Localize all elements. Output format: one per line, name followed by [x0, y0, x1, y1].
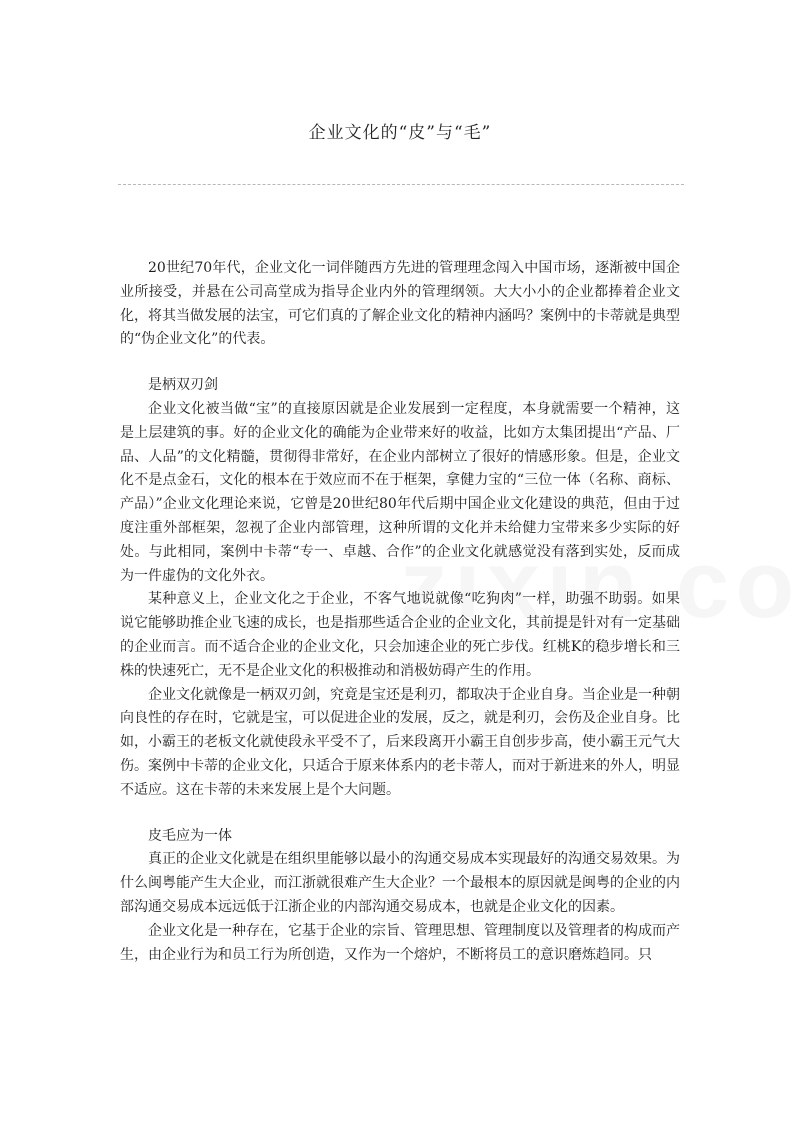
article-body [120, 257, 680, 967]
section-heading-1: 是柄双刃剑 [148, 377, 218, 394]
title-divider [118, 184, 684, 185]
section2-paragraph-1: 真正的企业文化就是在组织里能够以最小的沟通交易成本实现最好的沟通交易效果。为什么闽粤能产生大企业，而江浙就很难产生大企业？一个最根本的原因就是闽粤的企业的内部沟通交易成本远远低于江浙企业的内部沟通交易成本，也就是企业文化的因素。 [120, 851, 680, 915]
section2-paragraph-2: 企业文化是一种存在，它基于企业的宗旨、管理思想、管理制度以及管理者的构成而产生，由企业行为和员工行为所创造，又作为一个熔炉，不断将员工的意识磨炼趋同。只 [120, 922, 680, 963]
section1-paragraph-1: 企业文化被当做“宝”的直接原因就是企业发展到一定程度，本身就需要一个精神，这是上层建筑的事。好的企业文化的确能为企业带来好的收益，比如方太集团提出“产品、厂品、人品”的文化精髓，贯彻得非常好，在企业内部树立了很好的情感形象。但是，企业文化不是点金石，文化的根本在于效应而不在于框架，拿健力宝的“三位一体（名称、商标、产品）”企业文化理论来说，它曾是20世纪80年代后期中国企业文化建设的典范，但由于过度注重外部框架，忽视了企业内部管理，这种所谓的文化并未给健力宝带来多少实际的好处。与此相同，案例中卡蒂“专一、卓越、合作”的企业文化就感觉没有落到实处，反而成为一件虚伪的文化外衣。 [120, 400, 680, 584]
intro-paragraph: 20世纪70年代，企业文化一词伴随西方先进的管理理念闯入中国市场，逐渐被中国企业所接受，并悬在公司高堂成为指导企业内外的管理纲领。大大小小的企业都捧着企业文化，将其当做发展的法宝，可它们真的了解企业文化的精神内涵吗？案例中的卡蒂就是典型的“伪企业文化”的代表。 [120, 260, 680, 348]
section-heading-2: 皮毛应为一体 [148, 827, 232, 844]
page-title: 企业文化的“皮”与“毛” [308, 123, 492, 143]
section1-paragraph-3: 企业文化就像是一柄双刃剑，究竟是宝还是利刃，都取决于企业自身。当企业是一种朝向良性的存在时，它就是宝，可以促进企业的发展，反之，就是利刃，会伤及企业自身。比如，小霸王的老板文化就使段永平受不了，后来段离开小霸王自创步步高，使小霸王元气大伤。案例中卡蒂的企业文化，只适合于原来体系内的老卡蒂人，而对于新进来的外人，明显不适应。这在卡蒂的未来发展上是个大问题。 [120, 686, 680, 798]
section1-paragraph-2: 某种意义上，企业文化之于企业，不客气地说就像“吃狗肉”一样，助强不助弱。如果说它能够助推企业飞速的成长，也是指那些适合企业的企业文化，其前提是针对有一定基础的企业而言。而不适合企业的企业文化，只会加速企业的死亡步伐。红桃K的稳步增长和三株的快速死亡，无不是企业文化的积极推动和消极妨碍产生的作用。 [120, 591, 680, 679]
